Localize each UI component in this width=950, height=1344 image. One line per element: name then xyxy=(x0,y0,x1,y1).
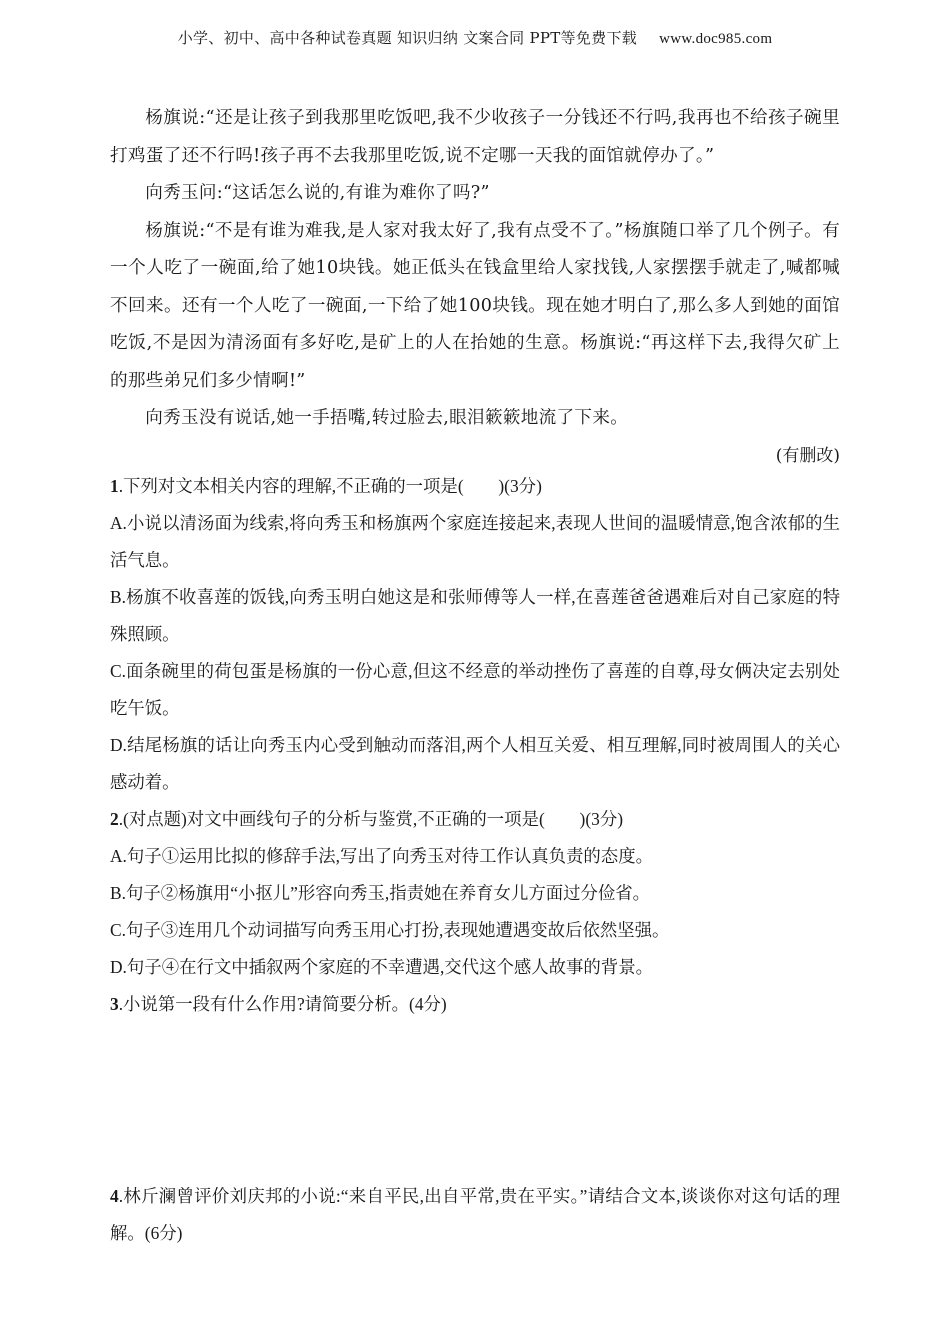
question-number: 3 xyxy=(110,994,119,1014)
question-3 xyxy=(110,986,840,1023)
question-1 xyxy=(110,468,840,505)
option: C.面条碗里的荷包蛋是杨旗的一份心意,但这不经意的举动挫伤了喜莲的自尊,母女俩决定去别处吃午饭。 xyxy=(110,661,840,718)
passage-paragraph: 向秀玉问:“这话怎么说的,有谁为难你了吗?” xyxy=(145,183,490,203)
question-number: 4 xyxy=(110,1186,119,1206)
source-note: (有删改) xyxy=(775,445,840,466)
question-stem: .下列对文本相关内容的理解,不正确的一项是( )(3分) xyxy=(118,476,542,496)
header-text: 小学、初中、高中各种试卷真题 知识归纳 文案合同 PPT等免费下载 xyxy=(177,29,638,47)
option: D.句子④在行文中插叙两个家庭的不幸遭遇,交代这个感人故事的背景。 xyxy=(110,957,653,977)
question-2 xyxy=(110,801,840,838)
question-stem: .小说第一段有什么作用?请简要分析。(4分) xyxy=(118,994,447,1014)
option: A.小说以清汤面为线索,将向秀玉和杨旗两个家庭连接起来,表现人世间的温暖情意,饱含浓郁的生活气息。 xyxy=(110,513,840,570)
question-stem: .(对点题)对文中画线句子的分析与鉴赏,不正确的一项是( )(3分) xyxy=(118,809,624,829)
option: B.句子②杨旗用“小抠儿”形容向秀玉,指责她在养育女儿方面过分俭省。 xyxy=(110,883,651,903)
option: D.结尾杨旗的话让向秀玉内心受到触动而落泪,两个人相互关爱、相互理解,同时被周围人的关心感动着。 xyxy=(110,735,840,792)
passage-paragraph: 杨旗说:“还是让孩子到我那里吃饭吧,我不少收孩子一分钱还不行吗,我再也不给孩子碗里打鸡蛋了还不行吗!孩子再不去我那里吃饭,说不定哪一天我的面馆就停办了。” xyxy=(110,108,840,166)
answer-space xyxy=(110,1023,840,1178)
question-number: 1 xyxy=(110,476,119,496)
questions xyxy=(110,468,840,1252)
question-stem: .林斤澜曾评价刘庆邦的小说:“来自平民,出自平常,贵在平实。”请结合文本,谈谈你对这句话的理解。(6分) xyxy=(110,1186,840,1243)
passage-paragraph: 向秀玉没有说话,她一手捂嘴,转过脸去,眼泪簌簌地流了下来。 xyxy=(145,408,629,428)
question-number: 2 xyxy=(110,809,119,829)
passage-paragraph: 杨旗说:“不是有谁为难我,是人家对我太好了,我有点受不了。”杨旗随口举了几个例子。有一个人吃了一碗面,给了她10块钱。她正低头在钱盒里给人家找钱,人家摆摆手就走了,喊都喊不回来。还有一个人吃了一碗面,一下给了她100块钱。现在她才明白了,那么多人到她的面馆吃饭,不是因为清汤面有多好吃,是矿上的人在抬她的生意。杨旗说:“再这样下去,我得欠矿上的那些弟兄们多少情啊!” xyxy=(110,220,840,391)
option: C.句子③连用几个动词描写向秀玉用心打扮,表现她遭遇变故后依然坚强。 xyxy=(110,920,670,940)
header-site: www.doc985.com xyxy=(659,31,773,47)
question-4 xyxy=(110,1178,840,1252)
option: A.句子①运用比拟的修辞手法,写出了向秀玉对待工作认真负责的态度。 xyxy=(110,846,653,866)
option: B.杨旗不收喜莲的饭钱,向秀玉明白她这是和张师傅等人一样,在喜莲爸爸遇难后对自己家庭的特殊照顾。 xyxy=(110,587,840,644)
passage xyxy=(110,100,840,475)
page-header xyxy=(0,27,950,48)
